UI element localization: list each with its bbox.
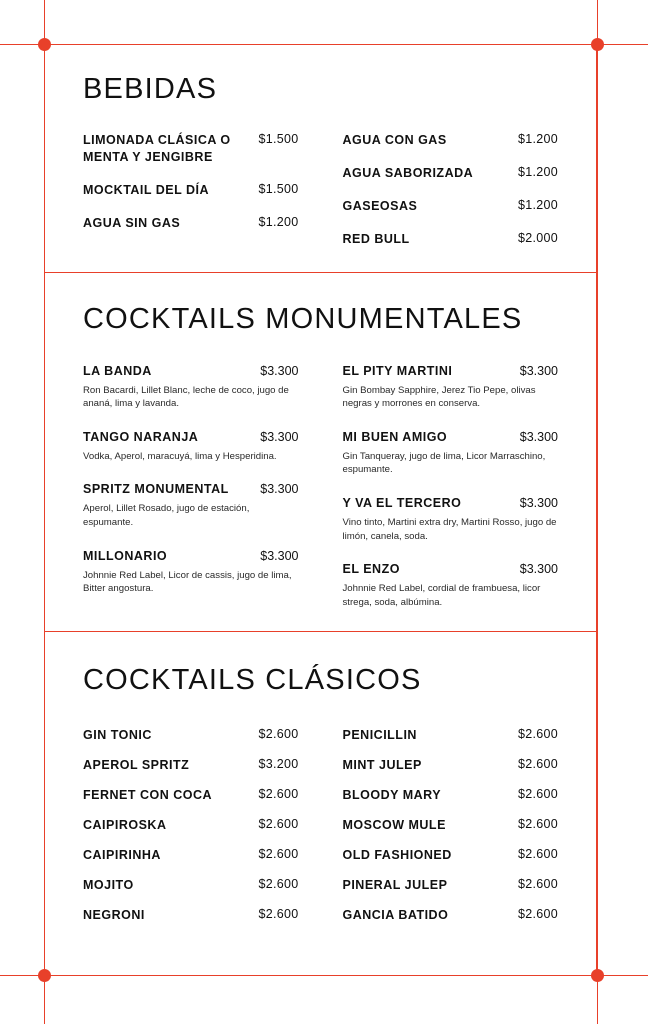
item-description: Ron Bacardi, Lillet Blanc, leche de coco, jugo de ananá, lima y lavanda. — [83, 384, 289, 410]
item-name: MOSCOW MULE — [342, 818, 446, 832]
item-price: $3.300 — [519, 363, 558, 378]
section-cocktails-clasicos — [45, 631, 596, 962]
item-name: SPRITZ MONUMENTAL — [83, 482, 229, 497]
list-item — [83, 132, 299, 166]
bebidas-column-right — [321, 132, 559, 248]
item-name: MOCKTAIL DEL DÍA — [83, 182, 210, 197]
list-item — [343, 165, 559, 182]
item-price: $1.200 — [517, 132, 558, 146]
item-description: Vodka, Aperol, maracuyá, lima y Hesperidina. — [83, 450, 277, 462]
item-price: $2.600 — [258, 906, 299, 921]
item-price: $2.600 — [258, 846, 299, 861]
item-description: Aperol, Lillet Rosado, jugo de estación, espumante. — [83, 503, 250, 528]
item-price: $3.300 — [260, 429, 299, 444]
item-name: PENICILLIN — [342, 728, 417, 743]
item-price: $1.500 — [258, 132, 299, 146]
list-item — [83, 182, 299, 199]
item-price: $3.300 — [260, 548, 299, 563]
crop-line-right — [597, 0, 598, 1024]
item-price: $2.600 — [258, 727, 299, 742]
list-item — [83, 847, 299, 864]
item-price: $2.600 — [517, 876, 558, 891]
list-item — [343, 562, 559, 609]
section-cocktails-monumentales — [45, 272, 596, 632]
item-name: AGUA SIN GAS — [83, 215, 181, 230]
item-price: $3.300 — [519, 429, 558, 444]
item-name: NEGRONI — [83, 907, 145, 922]
section-bebidas — [45, 45, 596, 272]
monumentales-column-right — [321, 364, 559, 610]
clasicos-columns — [83, 727, 558, 936]
item-price: $2.600 — [517, 817, 558, 831]
item-header — [83, 482, 299, 496]
item-name: GANCIA BATIDO — [342, 907, 449, 922]
item-name: MILLONARIO — [83, 548, 168, 563]
item-name: BLOODY MARY — [342, 788, 442, 803]
list-item — [83, 727, 299, 744]
item-name: TANGO NARANJA — [83, 429, 199, 444]
item-price: $1.500 — [258, 181, 299, 196]
item-name: LA BANDA — [83, 363, 152, 378]
list-item — [83, 364, 299, 411]
item-header — [343, 562, 559, 576]
item-price: $3.300 — [260, 482, 299, 497]
item-name: PINERAL JULEP — [342, 877, 448, 892]
item-name: MI BUEN AMIGO — [342, 429, 448, 444]
item-price: $2.000 — [517, 230, 558, 245]
item-price: $3.300 — [519, 562, 558, 577]
item-name: MINT JULEP — [342, 758, 422, 773]
item-name: OLD FASHIONED — [342, 847, 452, 862]
item-name: EL ENZO — [342, 562, 400, 577]
item-name: FERNET CON COCA — [83, 788, 213, 803]
list-item — [83, 877, 299, 894]
item-name: MOJITO — [83, 877, 134, 892]
list-item — [343, 727, 559, 744]
list-item — [83, 549, 299, 596]
list-item — [83, 430, 299, 464]
item-name: EL PITY MARTINI — [342, 363, 453, 378]
list-item — [83, 817, 299, 834]
item-price: $2.600 — [258, 817, 299, 831]
item-name: RED BULL — [342, 231, 410, 246]
list-item — [343, 907, 559, 924]
item-price: $2.600 — [517, 846, 558, 861]
item-name: CAIPIRINHA — [83, 847, 161, 862]
item-header — [83, 364, 299, 378]
item-price: $1.200 — [258, 214, 299, 229]
list-item — [343, 757, 559, 774]
item-description: Vino tinto, Martini extra dry, Martini Rosso, jugo de limón, canela, soda. — [342, 516, 557, 542]
monumentales-columns — [83, 364, 558, 610]
item-name: APEROL SPRITZ — [83, 758, 190, 773]
item-header — [83, 549, 299, 563]
list-item — [343, 430, 559, 477]
list-item — [343, 787, 559, 804]
section-title-cocktails-clasicos: COCKTAILS CLÁSICOS — [83, 664, 422, 697]
item-description: Johnnie Red Label, cordial de frambuesa, licor strega, soda, albúmina. — [342, 583, 541, 608]
list-item — [343, 877, 559, 894]
list-item — [83, 757, 299, 774]
item-name: GIN TONIC — [83, 728, 152, 743]
item-price: $3.300 — [519, 495, 558, 510]
monumentales-column-left — [83, 364, 321, 610]
item-description: Gin Bombay Sapphire, Jerez Tio Pepe, olivas negras y morrones en conserva. — [342, 384, 536, 410]
item-description: Gin Tanqueray, jugo de lima, Licor Marraschino, espumante. — [342, 450, 546, 476]
list-item — [343, 364, 559, 411]
list-item — [83, 482, 299, 529]
item-price: $2.600 — [258, 876, 299, 891]
item-price: $2.600 — [517, 757, 558, 772]
item-price: $2.600 — [258, 787, 299, 802]
bebidas-column-left — [83, 132, 321, 248]
list-item — [343, 132, 559, 149]
item-header — [343, 364, 559, 378]
item-header — [343, 430, 559, 444]
list-item — [343, 231, 559, 248]
section-title-cocktails-monumentales: COCKTAILS MONUMENTALES — [83, 302, 523, 335]
item-name: GASEOSAS — [342, 198, 418, 213]
item-name: AGUA CON GAS — [342, 133, 447, 147]
list-item — [343, 198, 559, 215]
item-name: Y VA EL TERCERO — [342, 495, 462, 510]
item-price: $1.200 — [517, 164, 558, 179]
item-price: $3.200 — [258, 757, 299, 772]
bebidas-columns — [83, 132, 558, 248]
list-item — [83, 907, 299, 924]
item-price: $2.600 — [517, 727, 558, 742]
item-name: AGUA SABORIZADA — [342, 165, 474, 180]
list-item — [83, 787, 299, 804]
list-item — [343, 817, 559, 834]
item-price: $1.200 — [517, 197, 558, 212]
list-item — [343, 847, 559, 864]
list-item — [343, 496, 559, 543]
item-name: CAIPIROSKA — [83, 818, 167, 832]
clasicos-column-left — [83, 727, 321, 936]
list-item — [83, 215, 299, 232]
item-price: $2.600 — [517, 787, 558, 802]
clasicos-column-right — [321, 727, 559, 936]
section-title-bebidas: BEBIDAS — [83, 73, 218, 105]
item-description: Johnnie Red Label, Licor de cassis, jugo de lima, Bitter angostura. — [83, 569, 292, 595]
item-price: $3.300 — [260, 363, 299, 378]
item-header — [343, 496, 559, 510]
item-price: $2.600 — [517, 906, 558, 921]
item-name: LIMONADA CLÁSICA O MENTA Y JENGIBRE — [83, 133, 231, 164]
item-header — [83, 430, 299, 444]
menu-page — [44, 44, 597, 976]
